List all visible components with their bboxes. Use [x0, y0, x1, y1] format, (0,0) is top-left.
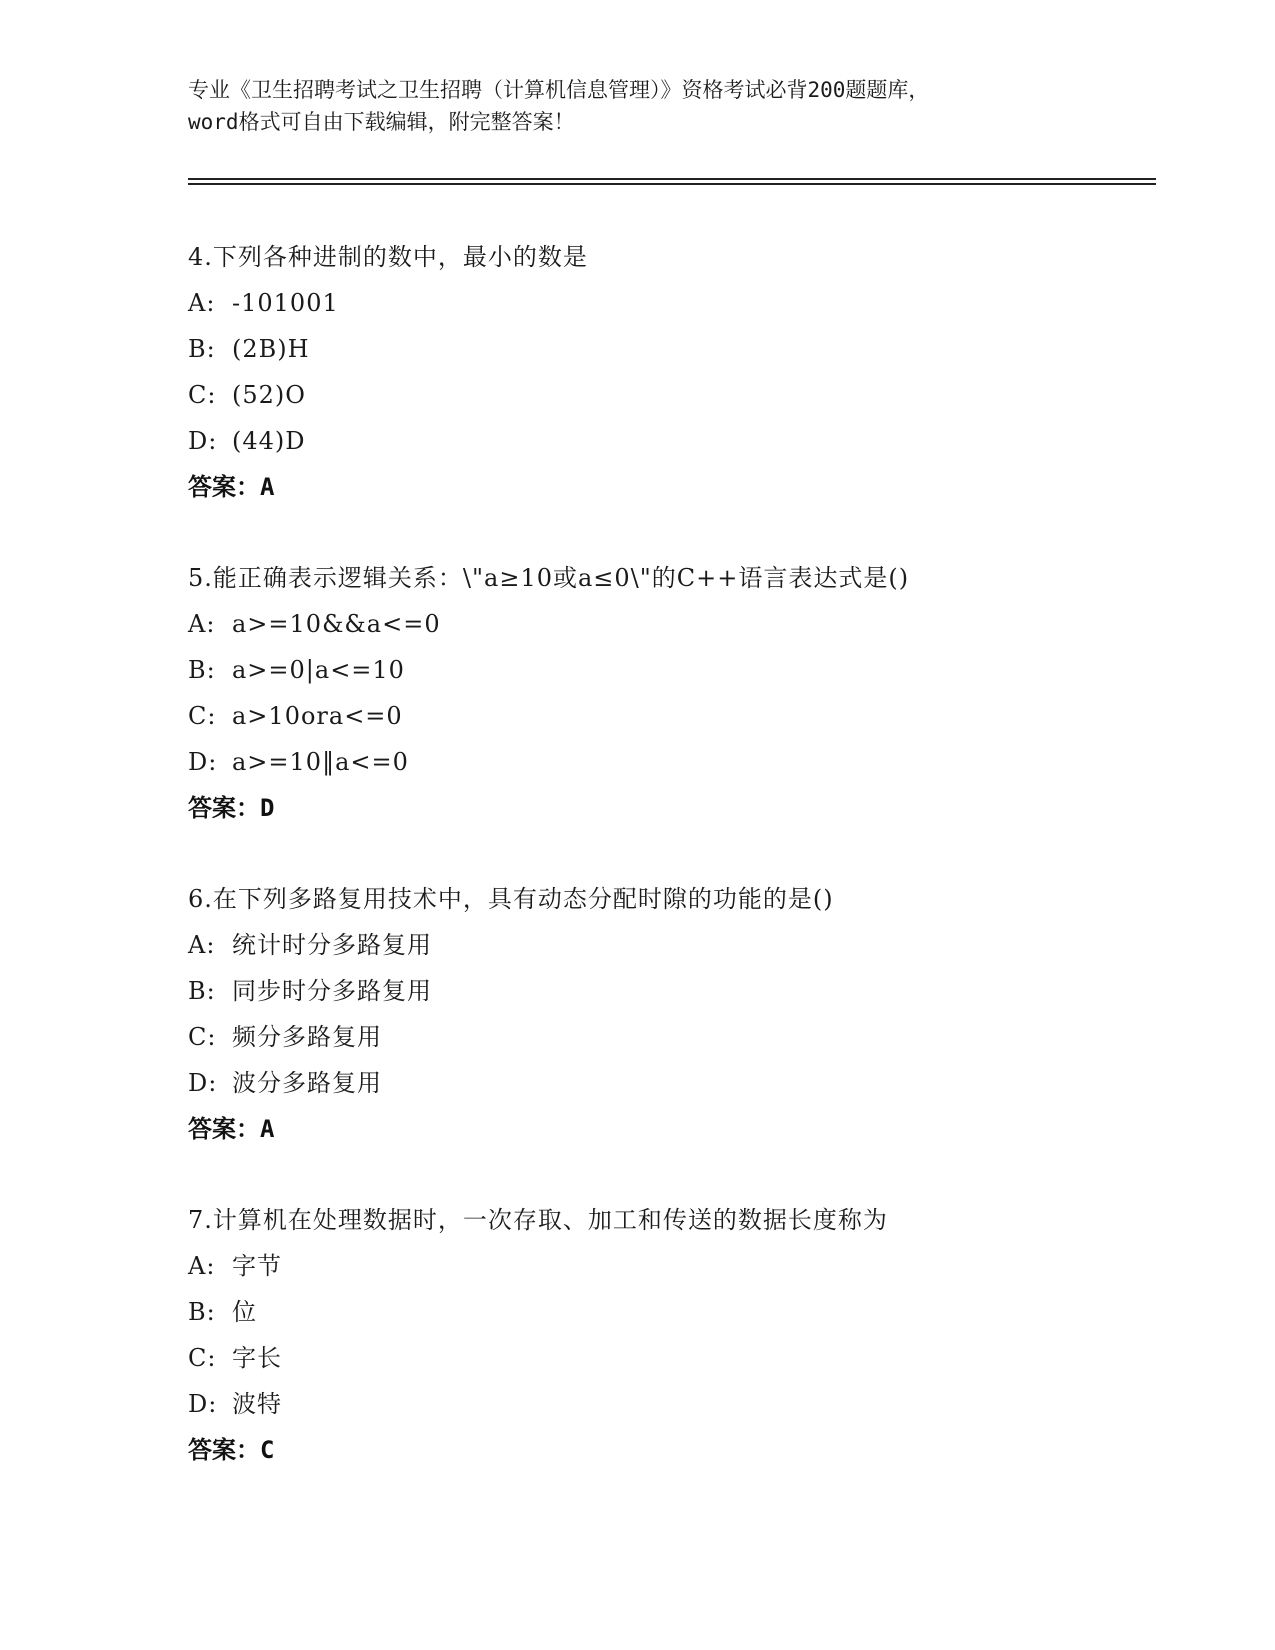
option-letter: D: [188, 748, 218, 776]
header-divider-bottom [188, 183, 1156, 185]
option-text: (44)D [232, 427, 306, 455]
option-c [188, 1335, 1188, 1381]
option-letter: A: [188, 610, 216, 638]
option-letter: B: [188, 335, 216, 363]
question-5 [188, 555, 1188, 831]
answer-line: 答案：A [188, 1115, 275, 1143]
option-letter: B: [188, 656, 216, 684]
option-letter: C: [188, 702, 217, 730]
option-c [188, 372, 1188, 418]
option-b [188, 647, 1188, 693]
answer-line: 答案：D [188, 794, 275, 822]
option-letter: A: [188, 1252, 216, 1280]
option-letter: D: [188, 1069, 218, 1097]
question-6 [188, 876, 1188, 1152]
question-7 [188, 1197, 1188, 1473]
option-letter: B: [188, 1298, 216, 1326]
option-letter: B: [188, 977, 216, 1005]
option-text: 同步时分多路复用 [232, 977, 432, 1005]
option-letter: A: [188, 289, 216, 317]
option-text: a>=0|a<=10 [232, 656, 405, 684]
question-stem: 7.计算机在处理数据时，一次存取、加工和传送的数据长度称为 [188, 1206, 888, 1234]
header-line-2: word格式可自由下载编辑，附完整答案！ [188, 110, 575, 134]
header-divider-top [188, 178, 1156, 180]
option-text: a>=10‖a<=0 [232, 748, 409, 776]
option-text: 字节 [232, 1252, 282, 1280]
option-d [188, 739, 1188, 785]
option-text: 波分多路复用 [232, 1069, 382, 1097]
option-text: a>=10&&a<=0 [232, 610, 441, 638]
option-letter: A: [188, 931, 216, 959]
question-4 [188, 234, 1188, 510]
option-text: (2B)H [232, 335, 310, 363]
option-a [188, 1243, 1188, 1289]
option-letter: D: [188, 1390, 218, 1418]
option-text: 字长 [232, 1344, 282, 1372]
document-header [188, 74, 1088, 138]
option-text: (52)O [232, 381, 306, 409]
option-b [188, 968, 1188, 1014]
option-a [188, 922, 1188, 968]
option-d [188, 1381, 1188, 1427]
option-c [188, 693, 1188, 739]
option-text: 位 [232, 1298, 257, 1326]
option-text: -101001 [232, 289, 339, 317]
option-text: 波特 [232, 1390, 282, 1418]
option-letter: C: [188, 381, 217, 409]
question-stem: 5.能正确表示逻辑关系：\"a≥10或a≤0\"的C++语言表达式是() [188, 564, 910, 592]
option-text: a>10ora<=0 [232, 702, 403, 730]
answer-line: 答案：C [188, 1436, 275, 1464]
option-letter: C: [188, 1344, 217, 1372]
option-text: 频分多路复用 [232, 1023, 382, 1051]
option-a [188, 280, 1188, 326]
header-line-1: 专业《卫生招聘考试之卫生招聘（计算机信息管理）》资格考试必背200题题库， [188, 78, 930, 102]
option-d [188, 418, 1188, 464]
answer-line: 答案：A [188, 473, 275, 501]
option-d [188, 1060, 1188, 1106]
option-b [188, 1289, 1188, 1335]
option-letter: D: [188, 427, 218, 455]
option-letter: C: [188, 1023, 217, 1051]
option-text: 统计时分多路复用 [232, 931, 432, 959]
option-a [188, 601, 1188, 647]
option-c [188, 1014, 1188, 1060]
question-stem: 6.在下列多路复用技术中，具有动态分配时隙的功能的是() [188, 885, 834, 913]
option-b [188, 326, 1188, 372]
question-stem: 4.下列各种进制的数中，最小的数是 [188, 243, 588, 271]
